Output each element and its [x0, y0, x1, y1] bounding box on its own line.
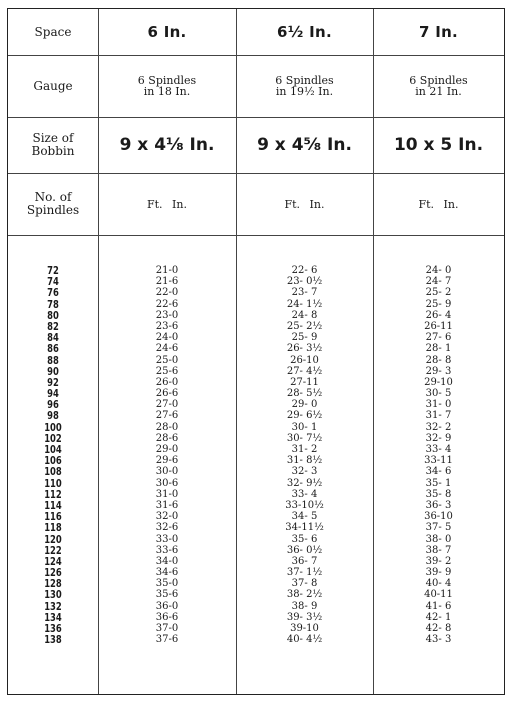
- spindle-count: 102: [44, 431, 62, 445]
- length-value: 35- 1: [425, 477, 452, 489]
- length-value: 38- 2½: [286, 589, 323, 601]
- length-value: 42- 1: [425, 611, 452, 623]
- column-6in: [98, 9, 237, 694]
- length-value: 25- 2½: [286, 320, 323, 332]
- spindle-count: 94: [47, 387, 59, 401]
- spindle-count: 106: [44, 454, 62, 468]
- spindle-count: 124: [44, 554, 62, 568]
- length-value: 32-6: [155, 522, 179, 534]
- length-value: 22- 6: [291, 265, 318, 276]
- length-value: 39-10: [290, 623, 319, 634]
- length-value: 30-6: [155, 477, 179, 489]
- length-value: 26-0: [155, 376, 179, 388]
- length-value: 37- 8: [291, 578, 318, 590]
- length-value: 37- 5: [425, 522, 452, 534]
- length-value: 35- 8: [425, 488, 452, 500]
- length-value: 31- 7: [425, 410, 452, 422]
- gauge-label: Gauge: [33, 78, 73, 93]
- length-value: 32- 9: [425, 432, 452, 444]
- space-value: 6½ In.: [277, 23, 332, 41]
- spindle-count-list: [15, 265, 92, 645]
- length-value: 35-0: [155, 578, 179, 590]
- length-value: 24- 0: [425, 265, 452, 276]
- space-value: 7 In.: [418, 23, 459, 41]
- bobbin-value: 10 x 5 In.: [393, 135, 484, 155]
- length-value: 36-6: [155, 611, 179, 623]
- length-value: 33-0: [155, 533, 179, 545]
- row-divider: [8, 55, 504, 56]
- length-value: 29- 3: [425, 365, 452, 377]
- length-value: 22-0: [155, 287, 179, 299]
- length-value: 27-6: [155, 410, 179, 422]
- length-value: 26-6: [155, 388, 179, 400]
- spindle-count: 88: [47, 353, 59, 367]
- length-value: 25- 9: [425, 298, 452, 310]
- length-value: 25- 2: [425, 287, 452, 299]
- length-value: 32- 9½: [286, 477, 323, 489]
- length-value: 26- 4: [425, 309, 452, 321]
- length-value: 38- 0: [425, 533, 452, 545]
- length-value: 37-0: [155, 623, 179, 634]
- length-value: 23-0: [155, 309, 179, 321]
- length-value: 33- 4: [425, 444, 452, 455]
- length-value: 39- 3½: [286, 611, 323, 623]
- length-value: 27- 4½: [286, 365, 323, 377]
- spindle-count: 122: [44, 543, 62, 557]
- length-value: 22-6: [155, 298, 179, 310]
- length-value: 29- 6½: [286, 410, 323, 422]
- length-value: 28- 1: [425, 343, 452, 355]
- spindle-count: 112: [44, 487, 62, 501]
- spindle-count: 110: [44, 476, 62, 490]
- spindles-label: No. of Spindles: [26, 190, 80, 217]
- length-value: 31- 2: [291, 444, 318, 455]
- length-value: 34-0: [155, 555, 179, 567]
- spindle-count: 108: [44, 465, 62, 479]
- spindle-count: 98: [47, 409, 59, 423]
- length-value: 40- 4: [425, 578, 452, 590]
- space-value: 6 In.: [147, 23, 187, 41]
- length-value: 28- 5½: [286, 388, 323, 400]
- spindle-count: 138: [44, 633, 62, 647]
- length-list: [373, 265, 504, 645]
- length-value: 25- 9: [291, 332, 318, 344]
- spindle-count: 72: [47, 264, 59, 277]
- length-value: 43- 3: [425, 634, 452, 646]
- length-value: 39- 9: [425, 567, 452, 579]
- length-value: 24- 8: [291, 309, 318, 321]
- length-value: 32- 3: [291, 466, 318, 478]
- length-value: 37- 1½: [286, 567, 323, 579]
- spindle-count: 74: [47, 275, 59, 289]
- spindle-count: 134: [44, 610, 62, 624]
- spindle-count: 104: [44, 443, 62, 456]
- spindle-count: 82: [47, 319, 59, 333]
- length-value: 28-0: [155, 421, 179, 433]
- space-label: Space: [34, 24, 72, 39]
- length-value: 25-0: [155, 354, 179, 366]
- spindle-count: 84: [47, 331, 59, 345]
- spindle-count: 120: [44, 532, 62, 546]
- gauge-value: 6 Spindles in 21 In.: [409, 74, 468, 98]
- spindle-count: 130: [44, 588, 62, 602]
- spindle-table: [7, 8, 505, 695]
- length-value: 30- 5: [425, 388, 452, 400]
- length-value: 36- 3: [425, 499, 452, 511]
- length-value: 31- 0: [425, 399, 452, 411]
- length-value: 35- 6: [291, 533, 318, 545]
- spindle-count: 128: [44, 577, 62, 591]
- length-value: 36- 0½: [286, 544, 323, 556]
- length-list: [98, 265, 236, 645]
- unit-label: Ft. In.: [284, 197, 325, 211]
- gauge-value: 6 Spindles in 18 In.: [137, 74, 197, 98]
- length-value: 38- 7: [425, 544, 452, 556]
- length-value: 26-10: [290, 354, 319, 366]
- length-value: 35-6: [155, 589, 179, 601]
- length-value: 21-0: [155, 265, 179, 276]
- length-value: 41- 6: [425, 600, 452, 612]
- length-value: 31- 8½: [286, 455, 323, 467]
- length-value: 40- 4½: [286, 634, 323, 646]
- length-value: 40-11: [424, 589, 453, 601]
- length-value: 32-0: [155, 511, 179, 523]
- spindle-count: 126: [44, 566, 62, 580]
- unit-label: Ft. In.: [147, 197, 187, 211]
- length-value: 31-6: [155, 499, 179, 511]
- length-value: 26-11: [424, 320, 453, 332]
- spindle-count: 114: [44, 498, 62, 512]
- length-value: 30- 7½: [286, 432, 323, 444]
- column-7in: [373, 9, 504, 694]
- length-value: 34- 6: [425, 466, 452, 478]
- length-value: 26- 3½: [286, 343, 323, 355]
- length-value: 30-0: [155, 466, 179, 478]
- length-value: 29-6: [155, 455, 179, 467]
- length-value: 23- 0½: [286, 276, 323, 288]
- length-value: 24-6: [155, 343, 179, 355]
- length-value: 33- 4: [291, 488, 318, 500]
- length-value: 37-6: [155, 634, 179, 646]
- spindle-count: 100: [44, 420, 62, 434]
- spindle-count: 80: [47, 308, 59, 322]
- length-value: 31-0: [155, 488, 179, 500]
- length-value: 25-6: [155, 365, 179, 377]
- length-value: 34-11½: [285, 522, 324, 534]
- length-value: 29-0: [155, 444, 179, 455]
- length-value: 29- 0: [291, 399, 318, 411]
- length-value: 24- 7: [425, 276, 452, 288]
- spindle-count: 118: [44, 521, 62, 535]
- spindle-count: 116: [44, 510, 62, 524]
- length-value: 42- 8: [425, 623, 452, 634]
- length-value: 24-0: [155, 332, 179, 344]
- spindle-count: 90: [47, 364, 59, 378]
- bobbin-label: Size of Bobbin: [31, 131, 75, 158]
- length-value: 36-0: [155, 600, 179, 612]
- spindle-count: 76: [47, 286, 59, 300]
- length-value: 32- 2: [425, 421, 452, 433]
- spindle-count: 78: [47, 297, 59, 311]
- length-value: 33-6: [155, 544, 179, 556]
- row-divider: [8, 235, 504, 236]
- length-value: 24- 1½: [286, 298, 323, 310]
- bobbin-value: 9 x 4⅛ In.: [119, 135, 215, 155]
- length-value: 38- 9: [291, 600, 318, 612]
- length-value: 21-6: [155, 276, 179, 288]
- length-value: 33-10½: [285, 499, 324, 511]
- row-divider: [8, 173, 504, 174]
- row-divider: [8, 117, 504, 118]
- spindle-count: 96: [47, 398, 59, 412]
- length-value: 39- 2: [425, 555, 452, 567]
- length-value: 27-0: [155, 399, 179, 411]
- spindle-count: 92: [47, 375, 59, 389]
- spindle-count: 132: [44, 599, 62, 613]
- length-value: 28-6: [155, 432, 179, 444]
- spindle-count: 136: [44, 622, 62, 635]
- column-6-5in: [236, 9, 374, 694]
- length-value: 34- 5: [291, 511, 318, 523]
- unit-label: Ft. In.: [418, 197, 459, 211]
- length-list: [236, 265, 373, 645]
- gauge-value: 6 Spindles in 19½ In.: [275, 74, 334, 98]
- label-column: [8, 9, 99, 694]
- bobbin-value: 9 x 4⅝ In.: [257, 135, 352, 155]
- length-value: 34-6: [155, 567, 179, 579]
- length-value: 27- 6: [425, 332, 452, 344]
- spindle-count: 86: [47, 342, 59, 356]
- length-value: 29-10: [424, 376, 453, 388]
- length-value: 33-11: [424, 455, 453, 467]
- length-value: 36-10: [424, 511, 453, 523]
- length-value: 28- 8: [425, 354, 452, 366]
- length-value: 23- 7: [291, 287, 318, 299]
- length-value: 23-6: [155, 320, 179, 332]
- length-value: 36- 7: [291, 555, 318, 567]
- length-value: 30- 1: [291, 421, 318, 433]
- length-value: 27-11: [290, 376, 319, 388]
